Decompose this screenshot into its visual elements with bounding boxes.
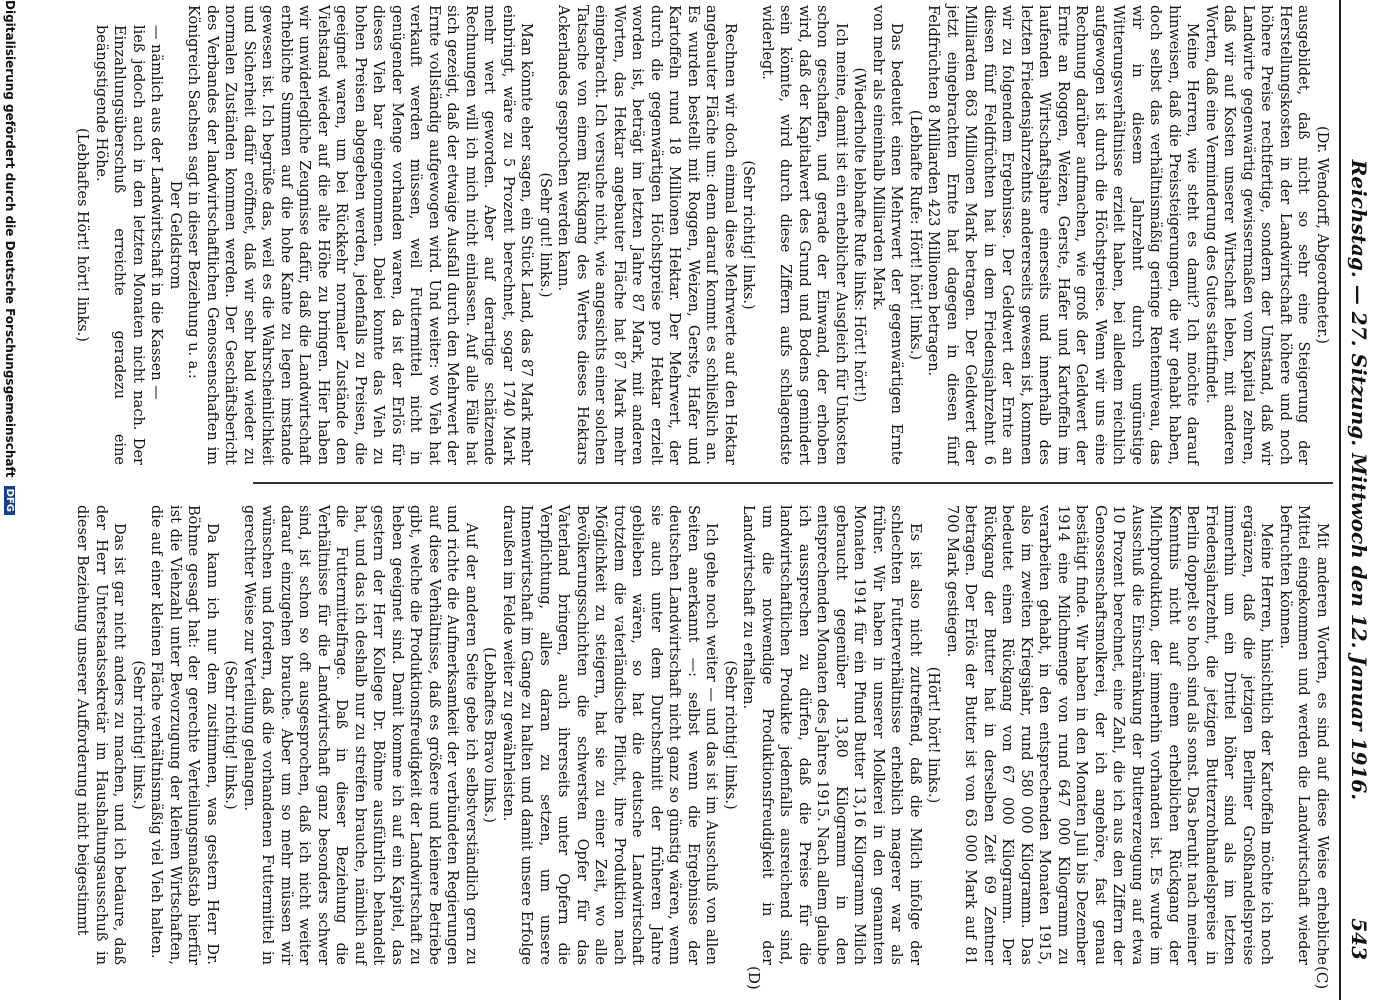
quote-line: Der Geldstrom (167, 180, 183, 290)
paragraph: Meine Herren, wie steht es damit? Ich möchte darauf hinweisen, daß die Preissteigerungen, die wir gehabt haben, doch selbst das verhältnismäßig geringe Rentenniveau, das wir in diesem Jahrzehnt durch ungünstige Witterungsverhältnisse erzielt haben, bei alledem reichlich aufgewogen ist durch die Höchstpreise. Wenn wir uns eine Rechnung darüber aufmachen, wie groß der Geldwert der Ernte an Roggen, Weizen, Gerste, Hafer und Kartoffeln im laufenden Wirtschaftsjahre einerseits und innerhalb des letzten Friedensjahrzehnts andererseits gewesen ist, kommen wir zu folgendem Ergebnisse. Der Geldwert der Ernte an diesen fünf Feldfrüchten hat in dem Friedensjahrzehnt 6 Milliarden 863 Millionen Mark betragen. Der Geldwert der jetzt eingebrachten Ernte hat dagegen in diesen fünf Feldfrüchten 8 Milliarden 423 Millionen betragen. (925, 5, 1201, 465)
funding-footer (3, 0, 17, 1000)
paragraph: Mit anderen Worten, es sind auf diese Weise erhebliche Mittel eingekommen und werden die Landwirtschaft wieder befruchten können. (1277, 505, 1330, 965)
interjection: (Sehr richtig! links.) (130, 660, 146, 810)
paragraph: ausgebildet, daß nicht so sehr eine Steigerung der Herstellungskosten in der Landwirtschaft höhere und noch höhere Preise rechtfertige, sondern der Umstand, daß wir Landwirte gegenwärtig gewissermaßen vom Kapital zehren, daß wir auf Kosten unserer Wirtschaft leben, mit anderen Worten, daß eine Verminderung des Gutes stattfindet. (1203, 5, 1312, 465)
interjection: (Sehr richtig! links.) (740, 160, 757, 310)
column-right (73, 505, 1331, 965)
header-rule (1339, 0, 1341, 1000)
column-left (73, 5, 1331, 465)
quote-line: ließ jedoch auch in den letzten Monaten nicht nach. Der Einzahlungsüberschuß erreichte geradezu eine beängstigende Höhe. (93, 25, 146, 465)
paragraph: Das bedeutet einen Mehrwert der gegenwärtigen Ernte von mehr als eineinhalb Milliarden Mark. (870, 5, 905, 465)
paragraph: Meine Herren, hinsichtlich der Kartoffeln möchte ich noch ergänzen, daß die jetzigen Berliner Großhandelspreise immerhin um ein Drittel höher sind als im letzten Friedensjahrzehnt, die jetzigen Butterzrohhandelspreise in Berlin doppelt so hoch sind als sonst. Das beruht nach meiner Kenntnis nicht auf einem erheblichen Rückgang der Milchproduktion, der immerhin vorhanden ist. Es wurde im Ausschuß die Einschränkung der Buttererzeugung auf etwa 10 Prozent berechnet, eine Zahl, die ich aus den Ziffern der Genossenschaftsmolkerei, der ich angehöre, fast genau bestätigt finde. Wir haben in den Monaten Juli bis Dezember 1914 eine Milchmenge von rund 647 000 Kilogramm zu verarbeiten gehabt, in den entsprechenden Monaten 1915, also im zweiten Kriegsjahr, rund 580 000 Kilogramm. Das bedeutet einen Rückgang von 67 000 Kilogramm. Der Rückgang der Butter hat in derselben Zeit 69 Zentner betragen. Der Erlös der Butter ist von 63 000 Mark auf 81 700 Mark gestiegen. (944, 505, 1275, 965)
speaker-line: (Dr. Wendorff, Abgeordneter.) (1314, 126, 1330, 344)
paragraph: Da kann ich nur dem zustimmen, was gestern Herr Dr. Böhme gesagt hat: der gerechte Verteilungsmaßstab hierfür ist die Viehzahl unter Bevorzugung der kleinen Wirtschaften, die auf einer kleinen Fläche verhältnismäßig viel Vieh halten. (148, 505, 220, 965)
paragraph: Auf der anderen Seite gebe ich selbstverständlich gern zu und richte die Aufmerksamkeit der verbündeten Regierungen auf diese Verhältnisse, daß es größere und kleinere Betriebe gibt, welche die Produktionsfreudigkeit der Landwirtschaft zu heben geeignet sind. Damit komme ich auf ein Kapitel, das gestern der Herr Kollege Dr. Böhme ausführlich behandelt hat, und das ich deshalb nur zu streifen brauche, nämlich auf die Futtermittelfrage. Daß in dieser Beziehung die Verhältnisse für die Landwirtschaft ganz besonders schwer sind, ist schon so oft ausgesprochen, daß ich nicht weiter darauf einzugehen brauche. Aber um so mehr müssen wir wünschen und fordern, daß die vorhandenen Futtermittel in gerechter Weise zur Verteilung gelangen. (241, 505, 479, 965)
funding-text: Digitalisierung gefördert durch die Deutsche Forschungsgemeinschaft (3, 0, 17, 478)
paragraph: Es ist also nicht zutreffend, daß die Milch infolge der schlechten Futterverhältnisse erheblich magerer war als früher. Wir haben in unserer Molkerei in den genannten Monaten 1914 für ein Pfund Butter 13,16 Kilogramm Milch gebraucht gegenüber 13,80 Kilogramm in den entsprechenden Monaten des Jahres 1915. Nach allem glaube ich aussprechen zu dürfen, daß die Preise für die landwirtschaftlichen Produkte jedenfalls ausreichend sind, um die notwendige Produktionsfreudigkeit in der Landwirtschaft zu erhalten. (740, 505, 923, 965)
page-number: 543 (1347, 918, 1371, 960)
dfg-logo: DFG (4, 486, 15, 515)
margin-marker-d: (D) (745, 966, 763, 990)
interjection: (Lebhaftes Hört! hört! links.) (74, 128, 91, 342)
paragraph: Ich gehe noch weiter — und das ist im Ausschuß von allen Seiten anerkannt —: selbst wenn die Ergebnisse der deutschen Landwirtschaft nicht ganz so günstig wären, wenn sie auch unter dem Durchschnitt der früheren Jahre geblieben wären, so hat die deutsche Landwirtschaft trotzdem die vaterländische Pflicht, ihre Produktion nach Möglichkeit zu steigern, hat sie zu einer Zeit, wo alle Bevölkerungsschichten die schwersten Opfer für das Vaterland bringen, auch ihrerseits unter Opfern die Verpflichtung, alles daran zu setzen, um unsere Innenwirtschaft im Gange zu halten und damit unsere Erfolge draußen im Felde weiter zu gewährleisten. (500, 505, 720, 965)
interjection: (Hört! hört! links.) (925, 666, 942, 804)
paragraph: Ich meine, damit ist ein erheblicher Ausgleich für Unkosten schon geschaffen, und gerade der Einwand, der erhoben wird, daß der Kapitalwert des Grund und Bodens gemindert sein könnte, wird durch diese Ziffern aufs schlagendste widerlegt. (759, 5, 849, 465)
interjection: (Sehr richtig! links.) (222, 660, 239, 810)
paragraph: Das ist gar nicht anders zu machen, und ich bedaure, daß der Herr Unterstaatssekretär im Haushaltungsausschuß in dieser Beziehung unserer Aufforderung nicht beigestimmt (74, 505, 128, 965)
paragraph: Rechnen wir doch einmal diese Mehrwerte auf den Hektar angebauter Fläche um: denn darauf kommt es schließlich an. Es wurden bestellt mit Roggen, Weizen, Gerste, Hafer und Kartoffeln rund 18 Millionen Hektar. Der Mehrwert, der durch die gegenwärtigen Höchstpreise pro Hektar erzielt worden ist, beträgt im letzten Jahre 87 Mark, mit anderen Worten, das Hektar angebauter Fläche hat 87 Mark mehr eingebracht. Ich versuche nicht, wie angesichts einer solchen Tatsache von einem Rückgang des Wertes dieses Hektars Ackerlandes gesprochen werden kann. (555, 5, 738, 465)
paragraph: Man könnte eher sagen, ein Stück Land, das 87 Mark mehr einbringt, wäre zu 5 Prozent berechnet, sogar 1740 Mark mehr wert geworden. Aber auf derartige schätzende Rechnungen will ich mich nicht einlassen. Auf alle Fälle hat sich gezeigt, daß der etwaige Ausfall durch den Mehrwert der Ernte vollständig aufgewogen wird. Und weiter: wo Vieh hat verkauft werden müssen, weil Futtermittel nicht in genügender Menge vorhanden waren, da ist der Erlös für dieses Vieh bar eingenommen. Dabei konnte das Vieh zu hohen Preisen abgegeben werden, jedenfalls zu Preisen, die geeignet waren, um bei Rückkehr normaler Zustände den Viehstand wieder auf die alte Höhe zu bringen. Hier haben wir unwiderlegliche Zeugnisse dafür, daß die Landwirtschaft erhebliche Summen auf die hohe Kante zu legen imstande gewesen ist. Ich begrüße das, weil es die Wahrscheinlichkeit und Sicherheit dafür eröffnet, daß wir sehr bald wieder zu normalen Zuständen kommen werden. Der Geschäftsbericht des Verbandes der landwirtschaftlichen Genossenschaften im Königreich Sachsen sagt in dieser Beziehung u. a.: (185, 5, 535, 465)
interjection: (Sehr richtig! links.) (722, 660, 738, 810)
interjection: (Sehr gut! links.) (537, 172, 553, 298)
column-divider (253, 482, 1333, 484)
page-headline: Reichstag. — 27. Sitzung. Mittwoch den 12. Januar 1916. (1347, 159, 1371, 801)
interjection: (Lebhaftes Bravo links.) (481, 647, 498, 823)
margin-marker-c: (C) (1313, 966, 1331, 990)
quote-line: — nämlich aus der Landwirtschaft in die Kassen — (148, 25, 165, 400)
interjection: (Wiederholte lebhafte Rufe links: Hört! hört!) (851, 67, 868, 403)
page-header (1341, 0, 1371, 960)
interjection: (Lebhafte Rufe: Hört! hört! links.) (907, 109, 923, 361)
